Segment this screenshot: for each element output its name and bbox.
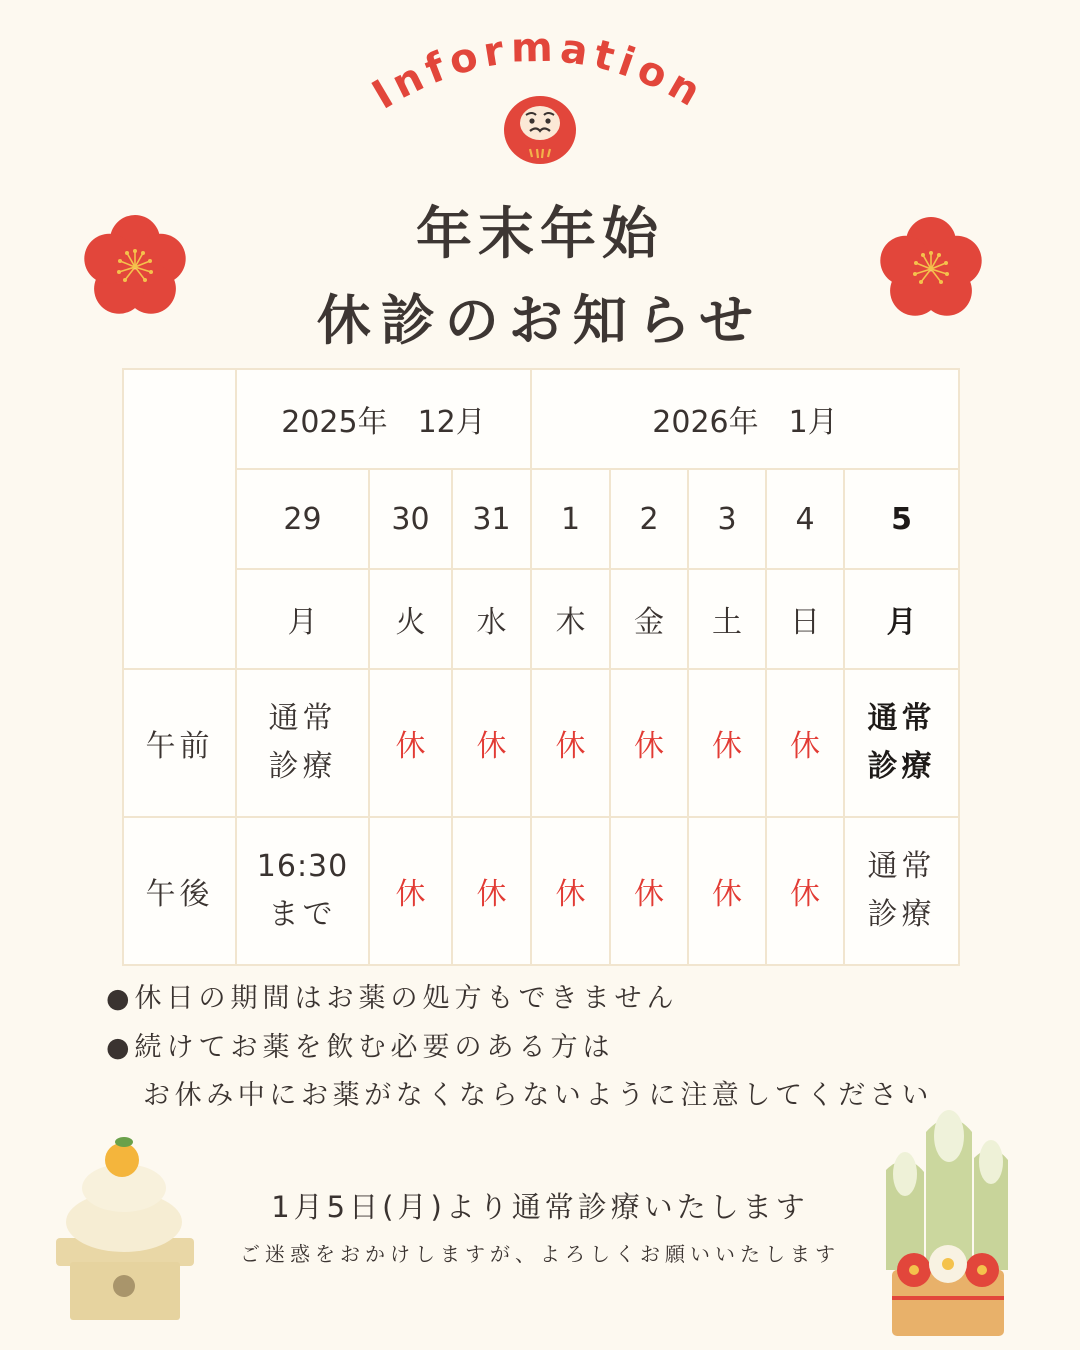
closed-cell: 休 (610, 669, 688, 817)
closed-cell: 休 (369, 669, 452, 817)
weekday-cell: 土 (688, 569, 766, 669)
weekday-cell: 金 (610, 569, 688, 669)
afternoon-first-day-cell: 16:30 まで (236, 817, 369, 965)
closed-cell: 休 (688, 817, 766, 965)
page-title-line1: 年末年始 (416, 202, 664, 267)
note-no-prescription: ●休日の期間はお薬の処方もできません (106, 983, 679, 1014)
closed-cell: 休 (766, 817, 844, 965)
weekday-cell: 木 (531, 569, 610, 669)
date-cell: 31 (452, 469, 531, 569)
weekday-cell: 月 (236, 569, 369, 669)
closed-cell: 休 (766, 669, 844, 817)
afternoon-resume-cell: 通常 診療 (844, 817, 959, 965)
resume-announcement: 1月5日(月)より通常診療いたします (271, 1190, 809, 1224)
weekday-cell: 水 (452, 569, 531, 669)
information-text: Information (364, 24, 714, 119)
daruma-icon (502, 93, 578, 165)
weekday-cell: 日 (766, 569, 844, 669)
kagami-mochi-icon (52, 1130, 202, 1325)
closed-cell: 休 (369, 817, 452, 965)
weekday-cell: 火 (369, 569, 452, 669)
apology-message: ご迷惑をおかけしますが、よろしくお願いいたします (240, 1242, 840, 1266)
closed-cell: 休 (531, 669, 610, 817)
closed-cell: 休 (452, 669, 531, 817)
morning-first-day-cell: 通常 診療 (236, 669, 369, 817)
month-header-dec: 2025年 12月 (236, 369, 531, 469)
empty-corner-cell (123, 369, 236, 669)
closure-schedule-table (122, 368, 960, 966)
date-cell: 4 (766, 469, 844, 569)
month-header-jan: 2026年 1月 (531, 369, 959, 469)
row-label-morning: 午前 (123, 669, 236, 817)
date-cell: 2 (610, 469, 688, 569)
closed-cell: 休 (452, 817, 531, 965)
note-continuous-medication: ●続けてお薬を飲む必要のある方は (106, 1032, 615, 1063)
date-cell: 30 (369, 469, 452, 569)
weekday-cell: 月 (844, 569, 959, 669)
closed-cell: 休 (610, 817, 688, 965)
date-cell: 1 (531, 469, 610, 569)
closed-cell: 休 (688, 669, 766, 817)
date-cell: 5 (844, 469, 959, 569)
kadomatsu-icon (878, 1110, 1018, 1340)
closed-cell: 休 (531, 817, 610, 965)
date-cell: 3 (688, 469, 766, 569)
note-medication-caution: お休み中にお薬がなくならないように注意してください (143, 1080, 933, 1111)
morning-resume-cell: 通常 診療 (844, 669, 959, 817)
date-cell: 29 (236, 469, 369, 569)
page-title-line2: 休診のお知らせ (316, 289, 764, 352)
row-label-afternoon: 午後 (123, 817, 236, 965)
